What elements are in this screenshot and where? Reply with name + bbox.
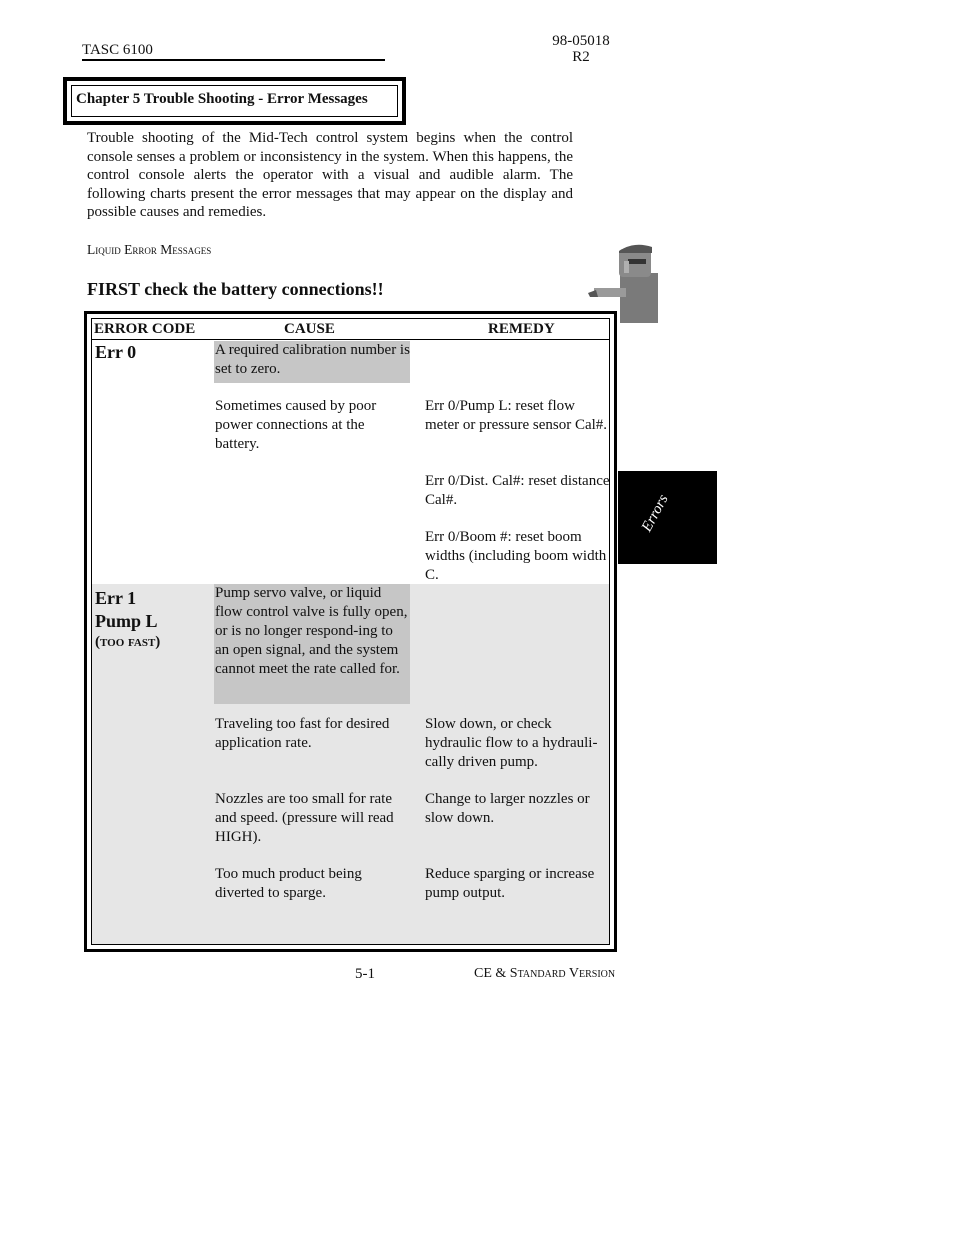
header-doc-info <box>540 33 622 65</box>
err1-code-line2: Pump L <box>95 611 158 631</box>
footer-page-number: 5-1 <box>355 966 375 982</box>
errors-side-tab <box>618 471 717 564</box>
err0-cause1: A required calibration number is set to zero. <box>215 342 410 377</box>
col-header-error-code: ERROR CODE <box>94 321 196 337</box>
chapter-title: Chapter 5 Trouble Shooting - Error Messages <box>71 85 398 117</box>
err1-cause3: Nozzles are too small for rate and speed. (pressure will read HIGH). <box>215 791 394 845</box>
col-header-remedy: REMEDY <box>488 321 555 337</box>
err1-code-line1: Err 1 <box>95 588 137 608</box>
footer-version: CE & Standard Version <box>474 966 616 981</box>
error-table <box>84 311 617 952</box>
intro-paragraph: Trouble shooting of the Mid-Tech control system begins when the control console senses a problem or inconsistency in the system. When this happens, the control console alerts the operator with a visual and audible alarm. The following charts present the error messages that may appear on the display and possible causes and remedies. <box>87 130 573 220</box>
err1-remedy3: Change to larger nozzles or slow down. <box>425 791 590 826</box>
err1-cause4: Too much product being diverted to sparge. <box>215 866 362 901</box>
err1-cause2: Traveling too fast for desired application rate. <box>215 716 390 751</box>
col-header-cause: CAUSE <box>284 321 335 337</box>
err1-cause1: Pump servo valve, or liquid flow control valve is fully open, or is no longer respond-ing to an open signal, and the system cannot meet the rate called for. <box>215 585 408 677</box>
error-table-inner <box>91 318 610 945</box>
err1-remedy4: Reduce sparging or increase pump output. <box>425 866 595 901</box>
err0-cause2: Sometimes caused by poor power connections at the battery. <box>215 398 377 452</box>
side-tab-label: Errors <box>638 492 672 535</box>
header-product: TASC 6100 <box>82 41 385 61</box>
chapter-title-box <box>63 77 406 125</box>
header-doc-number: 98-05018 <box>552 33 610 49</box>
err0-remedy1: Err 0/Pump L: reset flow meter or pressure sensor Cal#. <box>425 398 608 433</box>
table-header-row <box>92 319 609 340</box>
section-heading: Liquid Error Messages <box>87 242 212 257</box>
err1-code-note: (too fast) <box>95 634 161 650</box>
err0-remedy3: Err 0/Boom #: reset boom widths (including boom width C. <box>425 529 607 583</box>
header-revision: R2 <box>572 49 590 65</box>
err0-code: Err 0 <box>95 342 137 362</box>
err0-remedy2: Err 0/Dist. Cal#: reset distance Cal#. <box>425 473 610 508</box>
warning-text: FIRST check the battery connections!! <box>87 279 384 299</box>
err1-remedy2: Slow down, or check hydraulic flow to a hydrauli-cally driven pump. <box>425 716 598 770</box>
